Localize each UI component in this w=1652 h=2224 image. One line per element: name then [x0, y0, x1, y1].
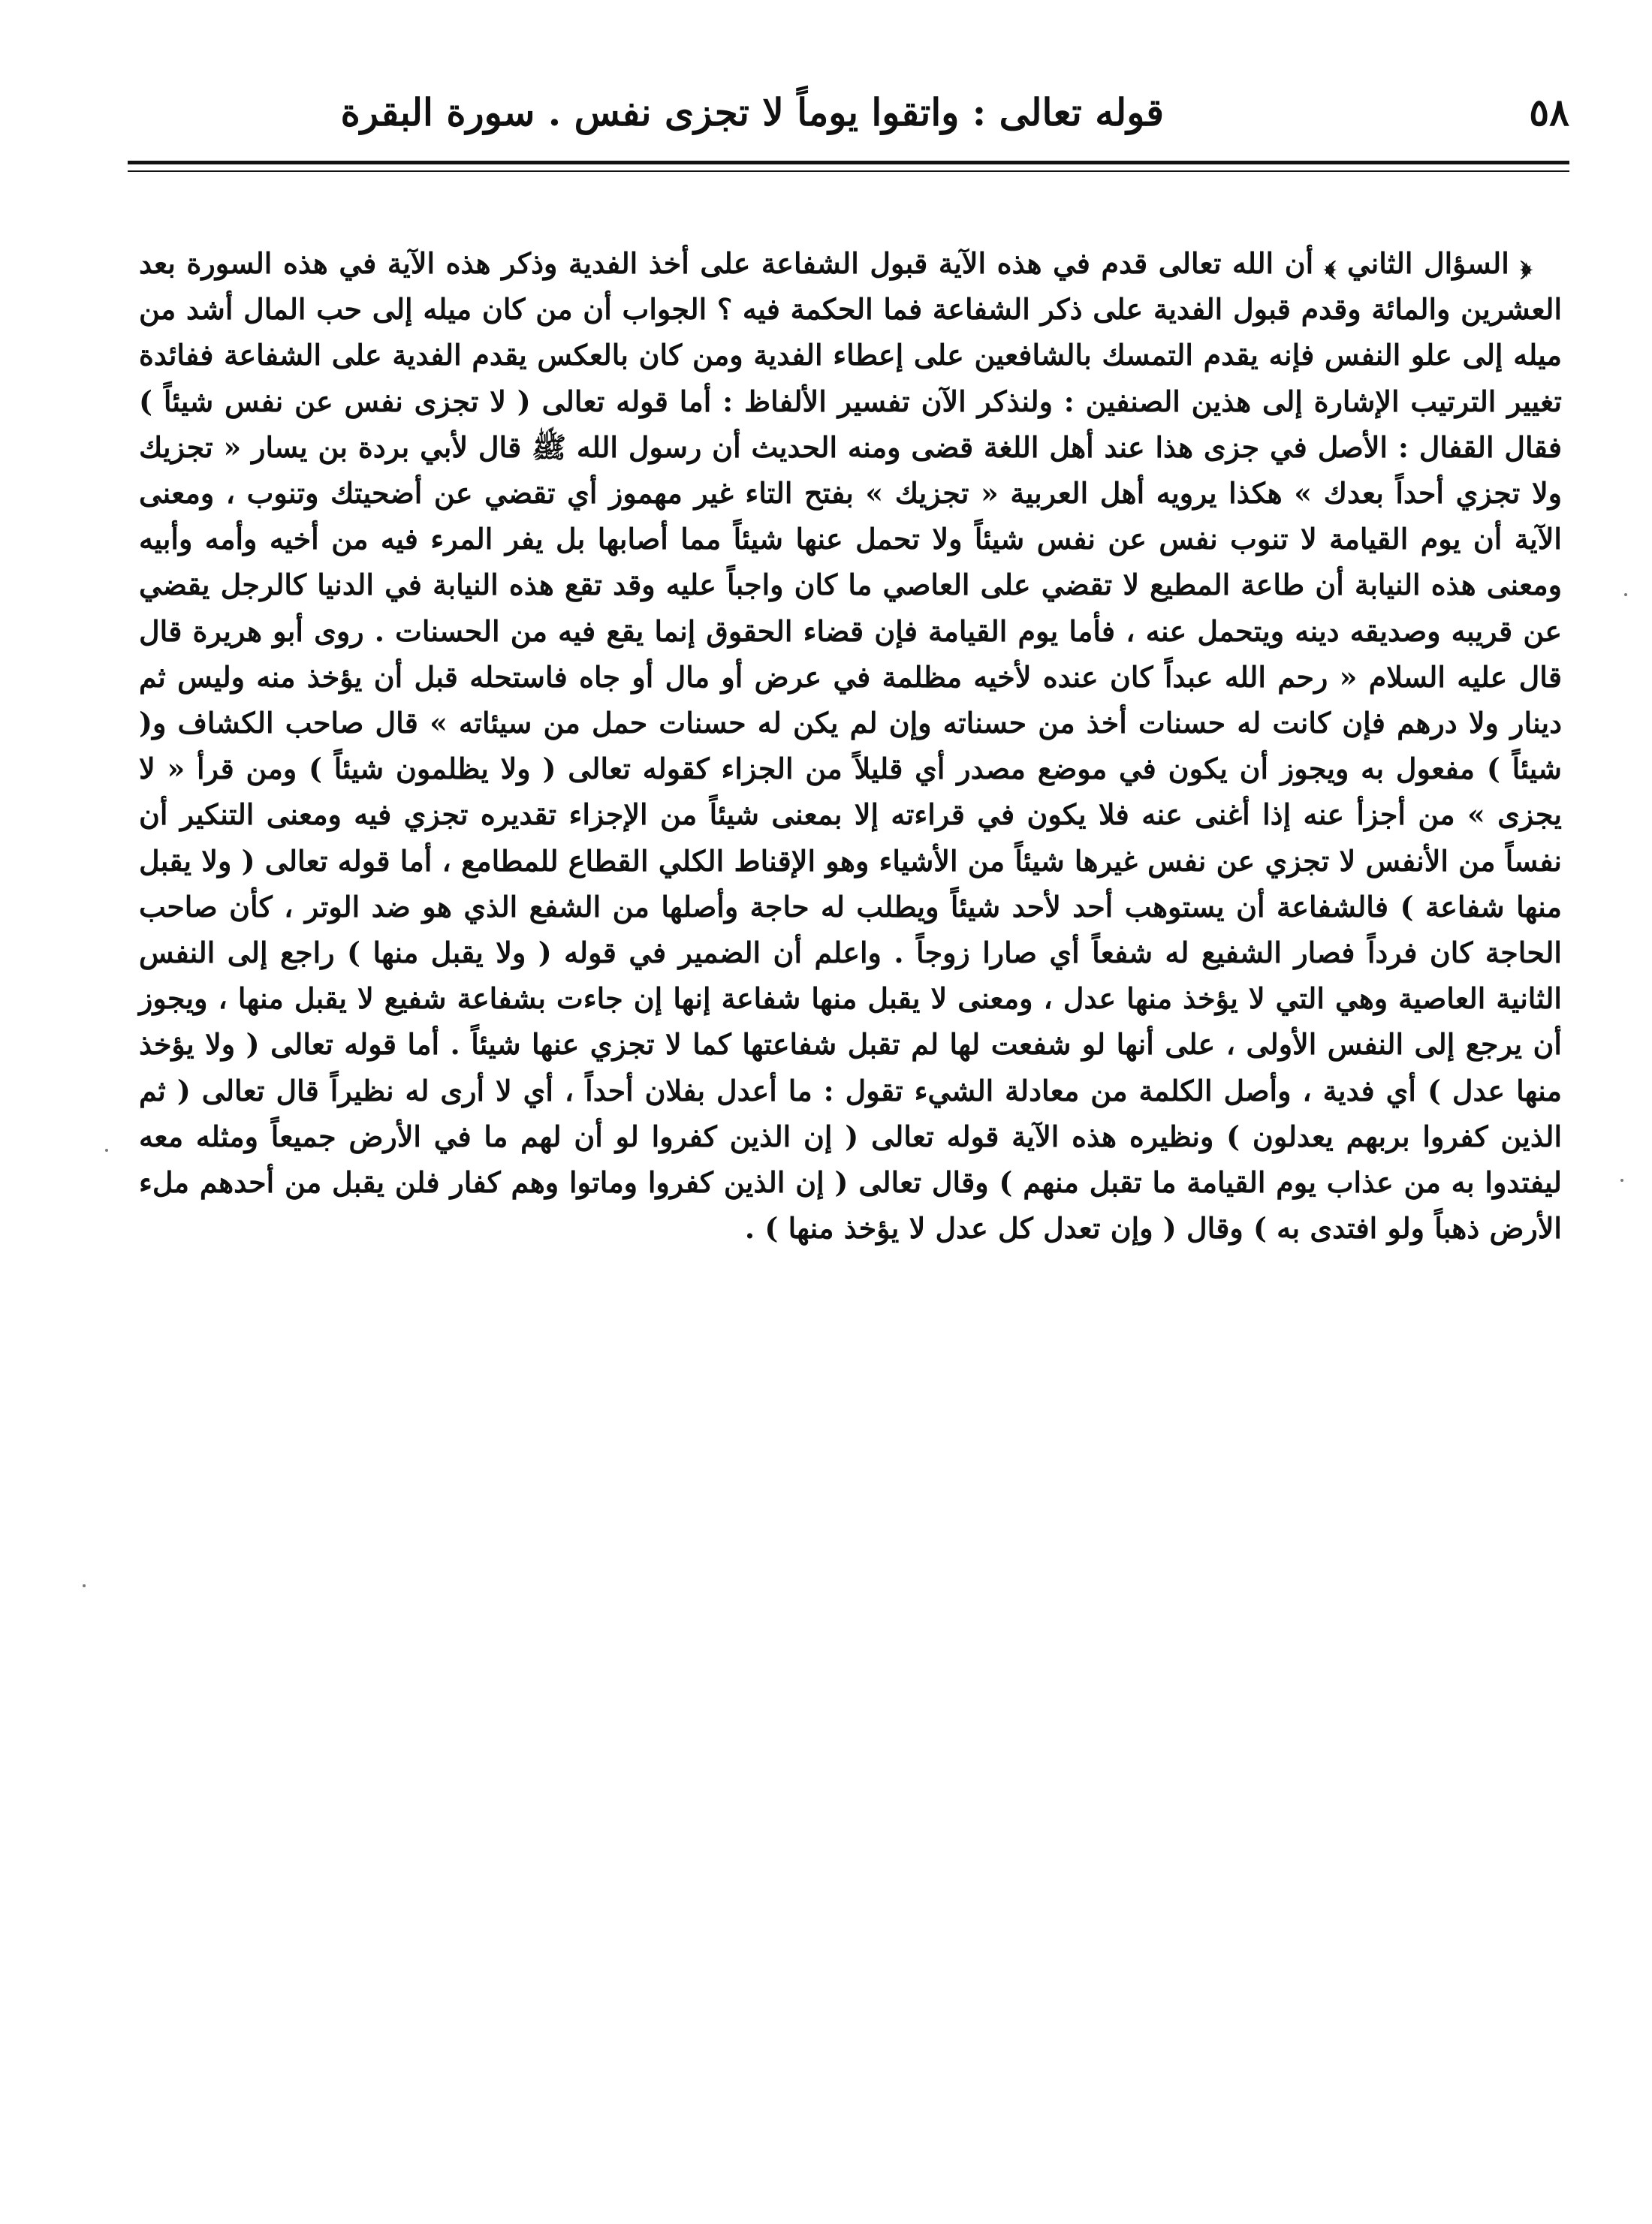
scan-speck: [105, 1149, 108, 1152]
page-number: ٥٨: [1529, 90, 1569, 134]
header-title: قوله تعالى : واتقوا يوماً لا تجزى نفس . سورة البقرة: [340, 90, 1164, 134]
body-paragraph: ﴿ السؤال الثاني ﴾ أن الله تعالى قدم في هذه الآية قبول الشفاعة على أخذ الفدية وذكر هذه الآية في هذه السورة بعد العشرين والمائة وقدم قبول الفدية على ذكر الشفاعة فما الحكمة فيه ؟ الجواب أن من كان ميله إلى حب المال أشد من ميله إلى علو النفس فإنه يقدم التمسك بالشافعين على إعطاء الفدية ومن كان بالعكس يقدم الفدية على الشفاعة ففائدة تغيير الترتيب الإشارة إلى هذين الصنفين : ولنذكر الآن تفسير الألفاظ : أما قوله تعالى ( لا تجزى نفس عن نفس شيئاً ) فقال القفال : الأصل في جزى هذا عند أهل اللغة قضى ومنه الحديث أن رسول الله ﷺ قال لأبي بردة بن يسار « تجزيك ولا تجزي أحداً بعدك » هكذا يرويه أهل العربية « تجزيك » بفتح التاء غير مهموز أي تقضي عن أضحيتك وتنوب ، ومعنى الآية أن يوم القيامة لا تنوب نفس عن نفس شيئاً ولا تحمل عنها شيئاً مما أصابها بل يفر المرء فيه من أخيه وأمه وأبيه ومعنى هذه النيابة أن طاعة المطيع لا تقضي على العاصي ما كان واجباً عليه وقد تقع هذه النيابة في الدنيا كالرجل يقضي عن قريبه وصديقه دينه ويتحمل عنه ، فأما يوم القيامة فإن قضاء الحقوق إنما يقع فيه من الحسنات . روى أبو هريرة قال قال عليه السلام « رحم الله عبداً كان عنده لأخيه مظلمة في عرض أو مال أو جاه فاستحله قبل أن يؤخذ منه وليس ثم دينار ولا درهم فإن كانت له حسنات أخذ من حسناته وإن لم يكن له حسنات حمل من سيئاته » قال صاحب الكشاف و( شيئاً ) مفعول به ويجوز أن يكون في موضع مصدر أي قليلاً من الجزاء كقوله تعالى ( ولا يظلمون شيئاً ) ومن قرأ « لا يجزى » من أجزأ عنه إذا أغنى عنه فلا يكون في قراءته إلا بمعنى شيئاً من الإجزاء تقديره تجزي فيه ومعنى التنكير أن نفساً من الأنفس لا تجزي عن نفس غيرها شيئاً من الأشياء وهو الإقناط الكلي القطاع للمطامع ، أما قوله تعالى ( ولا يقبل منها شفاعة ) فالشفاعة أن يستوهب أحد لأحد شيئاً ويطلب له حاجة وأصلها من الشفع الذي هو ضد الوتر ، كأن صاحب الحاجة كان فرداً فصار الشفيع له شفعاً أي صارا زوجاً . واعلم أن الضمير في قوله ( ولا يقبل منها ) راجع إلى النفس الثانية العاصية وهي التي لا يؤخذ منها عدل ، ومعنى لا يقبل منها شفاعة إنها إن جاءت بشفاعة شفيع لا يقبل منها ، ويجوز أن يرجع إلى النفس الأولى ، على أنها لو شفعت لها لم تقبل شفاعتها كما لا تجزي عنها شيئاً . أما قوله تعالى ( ولا يؤخذ منها عدل ) أي فدية ، وأصل الكلمة من معادلة الشيء تقول : ما أعدل بفلان أحداً ، أي لا أرى له نظيراً قال تعالى ( ثم الذين كفروا بربهم يعدلون ) ونظيره هذه الآية قوله تعالى ( إن الذين كفروا لو أن لهم ما في الأرض جميعاً ومثله معه ليفتدوا به من عذاب يوم القيامة ما تقبل منهم ) وقال تعالى ( إن الذين كفروا وماتوا وهم كفار فلن يقبل من أحدهم ملء الأرض ذهباً ولو افتدى به ) وقال ( وإن تعدل كل عدل لا يؤخذ منها ) .: [139, 246, 1562, 1246]
scan-speck: [83, 1584, 86, 1587]
header-rule-thin: [128, 170, 1569, 172]
scan-speck: [1624, 593, 1627, 596]
running-header: [128, 79, 1569, 146]
body-text: [139, 240, 1562, 1251]
header-rule-thick: [128, 161, 1569, 164]
scan-speck: [1620, 1179, 1623, 1182]
